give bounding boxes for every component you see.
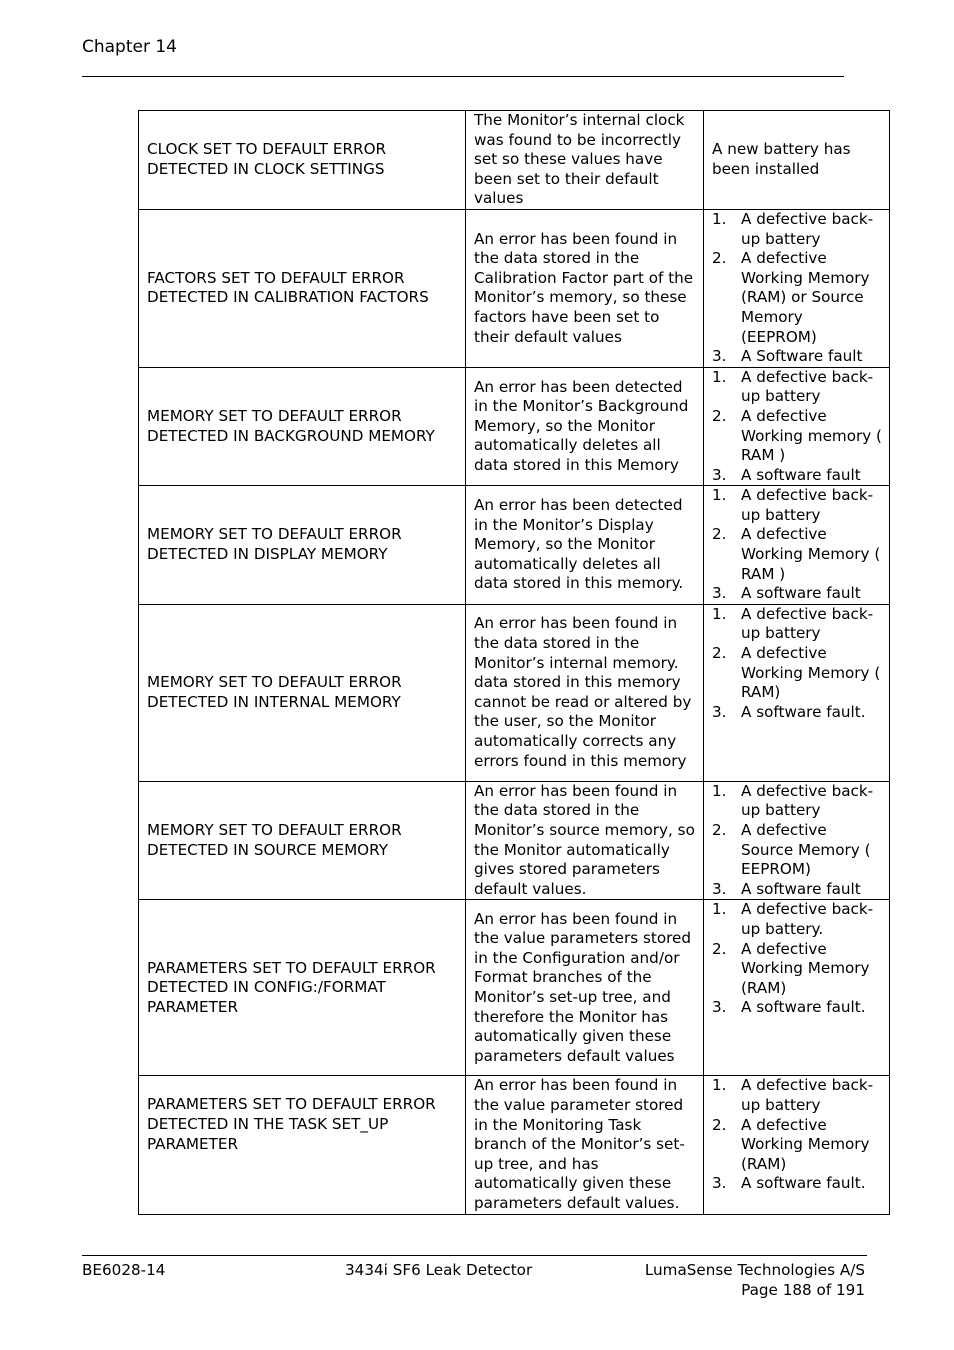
error-causes (704, 1076, 890, 1214)
error-description: An error has been found in the data stored in the Calibration Factor part of the Monitor’s memory, so these factors have been set to their default values (466, 209, 704, 367)
header-rule (82, 76, 844, 77)
list-item: 2. A defective Working Memory (RAM) or Source Memory (EEPROM) (712, 249, 870, 346)
error-message: MEMORY SET TO DEFAULT ERROR DETECTED IN INTERNAL MEMORY (139, 604, 466, 781)
footer-product: 3434i SF6 Leak Detector (345, 1261, 533, 1279)
table-row (139, 111, 890, 210)
list-item: 2. A defective Working Memory (RAM) (712, 939, 870, 997)
error-causes (704, 486, 890, 605)
table-row (139, 781, 890, 900)
table-row (139, 367, 890, 486)
list-item: 1. A defective back-up battery (712, 209, 874, 248)
list-item: 1. A defective back-up battery (712, 1076, 874, 1114)
error-message: PARAMETERS SET TO DEFAULT ERROR DETECTED IN CONFIG:/FORMAT PARAMETER (139, 900, 466, 1076)
error-causes (704, 781, 890, 900)
error-message: FACTORS SET TO DEFAULT ERROR DETECTED IN CALIBRATION FACTORS (139, 209, 466, 367)
error-description: An error has been detected in the Monitor’s Display Memory, so the Monitor automatically deletes all data stored in this memory. (466, 486, 704, 605)
error-cause: A new battery has been installed (704, 111, 890, 210)
footer-company: LumaSense Technologies A/S (644, 1261, 865, 1279)
error-causes (704, 900, 890, 1076)
list-item: 3. A software fault. (712, 998, 866, 1017)
error-message: PARAMETERS SET TO DEFAULT ERROR DETECTED IN THE TASK SET_UP PARAMETER (139, 1076, 466, 1214)
list-item: 2. A defective Working Memory ( RAM ) (712, 525, 881, 583)
list-item: 2. A defective Working Memory (RAM) (712, 1115, 870, 1173)
list-item: 3. A software fault (712, 879, 861, 898)
list-item: 3. A software fault. (712, 1174, 866, 1193)
list-item: 1. A defective back-up battery (712, 486, 874, 524)
list-item: 1. A defective back-up battery (712, 367, 874, 406)
list-item: 2. A defective Source Memory ( EEPROM) (712, 821, 871, 879)
error-description: An error has been detected in the Monitor’s Background Memory, so the Monitor automatically deletes all data stored in this Memory (466, 367, 704, 486)
list-item: 2. A defective Working memory ( RAM ) (712, 406, 882, 465)
table-row (139, 486, 890, 605)
error-message: MEMORY SET TO DEFAULT ERROR DETECTED IN DISPLAY MEMORY (139, 486, 466, 605)
table-row (139, 1076, 890, 1214)
error-description: The Monitor’s internal clock was found to be incorrectly set so these values have been set to their default values (466, 111, 704, 210)
error-description: An error has been found in the value parameters stored in the Configuration and/or Format branches of the Monitor’s set-up tree, and therefore the Monitor has automatically given these parameters default values (466, 900, 704, 1076)
chapter-heading: Chapter 14 (82, 37, 178, 57)
list-item: 3. A Software fault (712, 347, 863, 366)
list-item: 1. A defective back-up battery (712, 604, 874, 643)
list-item: 3. A software fault (712, 465, 861, 484)
error-message: CLOCK SET TO DEFAULT ERROR DETECTED IN CLOCK SETTINGS (139, 111, 466, 210)
error-causes (704, 367, 890, 486)
error-table (138, 110, 890, 1215)
table-row (139, 209, 890, 367)
footer-rule (82, 1255, 867, 1256)
error-causes (704, 209, 890, 367)
list-item: 2. A defective Working Memory ( RAM) (712, 644, 881, 702)
error-message: MEMORY SET TO DEFAULT ERROR DETECTED IN SOURCE MEMORY (139, 781, 466, 900)
footer-page-number: Page 188 of 191 (741, 1281, 865, 1299)
list-item: 3. A software fault (712, 584, 861, 603)
table-row (139, 604, 890, 781)
list-item: 1. A defective back-up battery (712, 781, 874, 820)
table-row (139, 900, 890, 1076)
error-description: An error has been found in the value parameter stored in the Monitoring Task branch of the Monitor’s set-up tree, and has automatically given these parameters default values. (466, 1076, 704, 1214)
error-description: An error has been found in the data stored in the Monitor’s internal memory. data stored in this memory cannot be read or altered by the user, so the Monitor automatically corrects any errors found in this memory (466, 604, 704, 781)
footer-doc-id: BE6028-14 (82, 1261, 166, 1279)
list-item: 1. A defective back-up battery. (712, 900, 874, 938)
list-item: 3. A software fault. (712, 702, 866, 721)
error-message: MEMORY SET TO DEFAULT ERROR DETECTED IN BACKGROUND MEMORY (139, 367, 466, 486)
error-causes (704, 604, 890, 781)
error-description: An error has been found in the data stored in the Monitor’s source memory, so the Monitor automatically gives stored parameters default values. (466, 781, 704, 900)
